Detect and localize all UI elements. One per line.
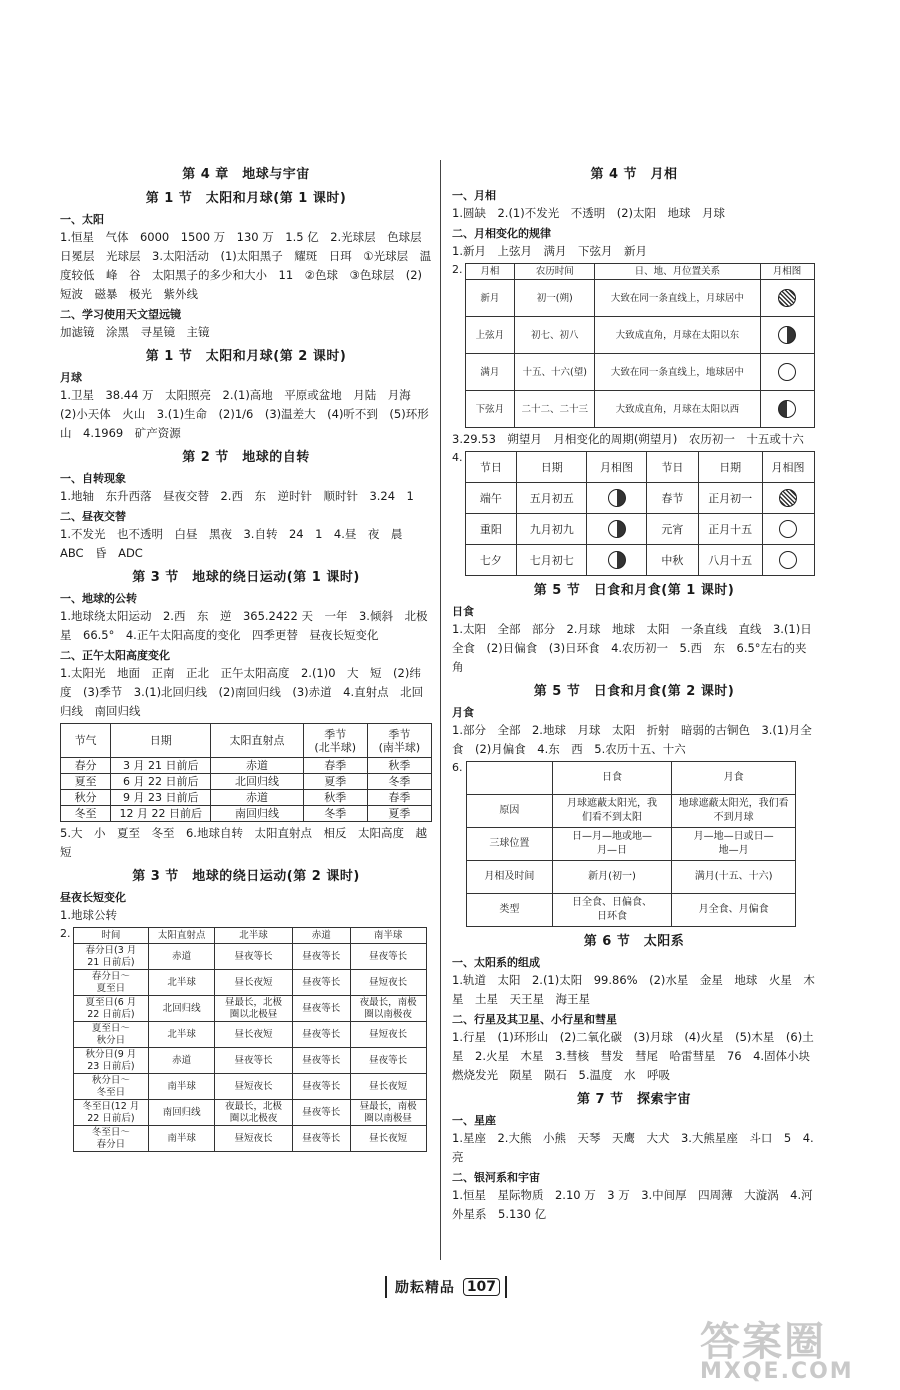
answer-moon: 1.卫星 38.44 万 太阳照亮 2.(1)高地 平原或盆地 月陆 月海 (2)小天体 火山 3.(1)生命 (2)1/6 (3)温差大 (4)听不到 (5)环形山 4.1969 矿产资源	[60, 388, 429, 440]
table-cell: 原因	[467, 795, 553, 828]
table-cell: 昼长夜短	[215, 1022, 293, 1048]
table-cell: 秋分	[61, 790, 111, 806]
answer-phase: 1.圆缺 2.(1)不发光 不透明 (2)太阳 地球 月球	[452, 206, 726, 220]
table-cell: 月—地—日或日— 地—月	[672, 828, 796, 861]
answer-sun: 1.恒星 气体 6000 1500 万 130 万 1.5 亿 2.光球层 色球层 日冕层 光球层 3.太阳活动 (1)太阳黑子 耀斑 日珥 ①光球层 温度较低 峰 谷 太阳黑子的多少和大小 11 ②色球 ③色球层 (2)短波 磁暴 极光 紫外线	[60, 230, 434, 301]
section-3-1-title: 第 3 节 地球的绕日运动(第 1 课时)	[132, 570, 360, 585]
table-cell: 昼夜等长	[292, 1022, 350, 1048]
table-row	[73, 996, 426, 1022]
table-row	[73, 970, 426, 996]
table-cell: 春季	[303, 758, 367, 774]
table-cell: 初一(朔)	[515, 280, 595, 317]
section-5-2-title: 第 5 节 日食和月食(第 2 课时)	[533, 684, 735, 699]
table-cell: 昼长夜短	[350, 1074, 426, 1100]
table-row	[465, 317, 814, 354]
answer-telescope: 加滤镜 涂黑 寻星镜 主镜	[60, 325, 210, 339]
seasons-table-body	[61, 724, 432, 822]
moon-phase-cell	[587, 483, 647, 514]
table-cell: 北半球	[149, 970, 215, 996]
subheading-telescope: 二、学习使用天文望远镜	[60, 308, 181, 321]
table-header-cell: 日期	[111, 724, 211, 758]
moon-full-icon	[778, 363, 796, 381]
day-length-table-wrap	[60, 927, 432, 1152]
eclipse-table-wrap	[452, 761, 816, 927]
table-cell: 12 月 22 日前后	[111, 806, 211, 822]
subheading-revolution: 一、地球的公转	[60, 592, 137, 605]
watermark	[700, 1310, 900, 1390]
table-header-row	[61, 724, 432, 758]
moon-new-icon	[779, 489, 797, 507]
subheading-rotation: 一、自转现象	[60, 472, 126, 485]
table-row	[465, 514, 814, 545]
answer-day-night: 1.不发光 也不透明 白昼 黑夜 3.自转 24 1 4.昼 夜 晨 ABC 昏 ADC	[60, 527, 414, 560]
table-header-cell: 节气	[61, 724, 111, 758]
table-header-cell: 月相图	[760, 264, 814, 280]
moon-phase-cell	[760, 354, 814, 391]
table-row	[465, 280, 814, 317]
table-cell: 冬季	[367, 774, 431, 790]
table-cell: 类型	[467, 894, 553, 927]
moon-first-icon	[778, 326, 796, 344]
footer-bar-right	[505, 1276, 507, 1298]
table-cell: 昼短夜长	[350, 970, 426, 996]
moon-phase-cell	[760, 391, 814, 428]
table-cell: 昼夜等长	[350, 1048, 426, 1074]
table-cell: 昼最长，南极 圈以南极昼	[350, 1100, 426, 1126]
table-cell: 夏至	[61, 774, 111, 790]
table-cell: 日—月—地或地— 月—日	[552, 828, 672, 861]
phase-table-wrap	[452, 263, 816, 428]
table-cell: 初七、初八	[515, 317, 595, 354]
table-row	[465, 354, 814, 391]
table-cell: 北回归线	[149, 996, 215, 1022]
table-cell: 昼最长，北极 圈以北极昼	[215, 996, 293, 1022]
moon-phase-cell	[587, 514, 647, 545]
table-cell: 春分	[61, 758, 111, 774]
table-header-cell: 北半球	[215, 928, 293, 944]
answer-synodic: 3.29.53 朔望月 月相变化的周期(朔望月) 农历初一 十五或十六	[452, 432, 804, 446]
table-cell: 昼夜等长	[292, 996, 350, 1022]
table-cell: 三球位置	[467, 828, 553, 861]
moon-phase-cell	[762, 483, 814, 514]
table-cell: 十五、十六(望)	[515, 354, 595, 391]
table-cell: 重阳	[465, 514, 517, 545]
question-number: 2.	[452, 263, 463, 276]
section-7-title: 第 7 节 探索宇宙	[576, 1092, 692, 1107]
table-header-cell: 南半球	[350, 928, 426, 944]
day-length-table-body	[73, 928, 426, 1152]
answer-constellation: 1.星座 2.大熊 小熊 天琴 天鹰 大犬 3.大熊星座 斗口 5 4.亮	[452, 1131, 814, 1164]
table-cell: 大致在同一条直线上，地球居中	[595, 354, 760, 391]
table-cell: 上弦月	[465, 317, 515, 354]
table-cell: 春季	[367, 790, 431, 806]
day-length-table	[73, 927, 427, 1152]
table-cell: 昼夜等长	[292, 1100, 350, 1126]
table-cell: 新月	[465, 280, 515, 317]
table-cell: 大致在同一条直线上，月球居中	[595, 280, 760, 317]
watermark-en: MXQE.COM	[700, 1359, 854, 1384]
eclipse-table	[466, 761, 796, 927]
table-cell: 赤道	[149, 1048, 215, 1074]
table-row	[73, 1048, 426, 1074]
table-row	[73, 1126, 426, 1152]
subheading-day-night: 二、昼夜交替	[60, 510, 126, 523]
table-cell: 七夕	[465, 545, 517, 576]
table-cell: 秋季	[303, 790, 367, 806]
table-cell: 赤道	[211, 790, 303, 806]
table-cell: 冬季	[303, 806, 367, 822]
table-row	[467, 828, 796, 861]
page-footer	[376, 1276, 516, 1306]
table-cell: 昼夜等长	[292, 970, 350, 996]
table-header-cell: 太阳直射点	[149, 928, 215, 944]
answer-planets: 1.行星 (1)环形山 (2)二氧化碳 (3)月球 (4)火星 (5)木星 (6)土星 2.火星 木星 3.彗核 彗发 彗尾 哈雷彗星 76 4.固体小块 燃烧发光 陨星 陨石 5.温度 水 呼吸	[452, 1030, 822, 1082]
table-cell: 春分日～ 夏至日	[73, 970, 149, 996]
moon-first-icon	[608, 489, 626, 507]
subheading-constellation: 一、星座	[452, 1114, 496, 1127]
table-cell: 夜最长，北极 圈以北极夜	[215, 1100, 293, 1126]
table-cell: 冬至日～ 春分日	[73, 1126, 149, 1152]
subheading-solar-eclipse: 日食	[452, 605, 474, 618]
table-row	[467, 861, 796, 894]
table-cell: 月球遮蔽太阳光，我 们看不到太阳	[552, 795, 672, 828]
table-cell: 夏至日(6 月 22 日前后)	[73, 996, 149, 1022]
table-cell: 新月(初一)	[552, 861, 672, 894]
subheading-noon-sun: 二、正午太阳高度变化	[60, 649, 170, 662]
table-cell: 秋分日～ 冬至日	[73, 1074, 149, 1100]
table-cell: 中秋	[646, 545, 698, 576]
right-column	[452, 160, 822, 1224]
table-cell: 正月初一	[698, 483, 762, 514]
table-cell: 端午	[465, 483, 517, 514]
section-2-title: 第 2 节 地球的自转	[182, 450, 310, 465]
table-cell: 秋分日(9 月 23 日前后)	[73, 1048, 149, 1074]
table-row	[73, 1074, 426, 1100]
table-cell: 元宵	[646, 514, 698, 545]
table-cell: 月全食、月偏食	[672, 894, 796, 927]
table-cell: 正月十五	[698, 514, 762, 545]
moon-phase-table	[465, 263, 815, 428]
table-cell: 南回归线	[211, 806, 303, 822]
table-row	[73, 1100, 426, 1126]
table-header-cell: 月食	[672, 762, 796, 795]
eclipse-table-body	[467, 762, 796, 927]
question-number: 4.	[452, 451, 463, 464]
table-cell: 冬至	[61, 806, 111, 822]
section-6-title: 第 6 节 太阳系	[583, 934, 685, 949]
table-cell: 南半球	[149, 1126, 215, 1152]
table-cell: 南半球	[149, 1074, 215, 1100]
table-row	[61, 774, 432, 790]
answer-revolution: 1.地球绕太阳运动 2.西 东 逆 365.2422 天 一年 3.倾斜 北极星 66.5° 4.正午太阳高度的变化 四季更替 昼夜长短变化	[60, 609, 428, 642]
table-cell: 八月十五	[698, 545, 762, 576]
table-cell: 昼短夜长	[350, 1022, 426, 1048]
subheading-lunar-eclipse: 月食	[452, 706, 474, 719]
moon-phase-cell	[760, 280, 814, 317]
table-cell: 南回归线	[149, 1100, 215, 1126]
moon-full-icon	[779, 520, 797, 538]
answer-solar-eclipse: 1.太阳 全部 部分 2.月球 地球 太阳 一条直线 直线 3.(1)日全食 (2)日偏食 (3)日环食 4.农历初一 5.西 东 6.5°左右的夹角	[452, 622, 812, 674]
table-cell: 昼夜等长	[292, 1048, 350, 1074]
page-number: 107	[463, 1278, 500, 1296]
brand-logo: 励耘精品	[394, 1280, 455, 1296]
festival-table-wrap	[452, 451, 816, 576]
moon-first-icon	[608, 551, 626, 569]
moon-first-icon	[608, 520, 626, 538]
moon-new-icon	[778, 289, 796, 307]
answer-galaxy: 1.恒星 星际物质 2.10 万 3 万 3.中间厚 四周薄 大漩涡 4.河外星系 5.130 亿	[452, 1188, 813, 1221]
subheading-sun: 一、太阳	[60, 213, 104, 226]
subheading-moon: 月球	[60, 371, 82, 384]
table-cell: 3 月 21 日前后	[111, 758, 211, 774]
answer-rotation: 1.地轴 东升西落 昼夜交替 2.西 东 逆时针 顺时针 3.24 1	[60, 489, 414, 503]
table-header-cell: 赤道	[292, 928, 350, 944]
table-header-cell: 季节 (北半球)	[303, 724, 367, 758]
section-1-1-title: 第 1 节 太阳和月球(第 1 课时)	[145, 191, 347, 206]
question-number: 6.	[452, 761, 463, 774]
table-row	[467, 894, 796, 927]
table-header-row	[465, 264, 814, 280]
table-header-cell: 月相图	[762, 452, 814, 483]
table-row	[465, 545, 814, 576]
subheading-planets: 二、行星及其卫星、小行星和彗星	[452, 1013, 617, 1026]
table-cell: 赤道	[211, 758, 303, 774]
moon-last-icon	[778, 400, 796, 418]
table-cell: 昼夜等长	[292, 1126, 350, 1152]
table-cell: 大致成直角，月球在太阳以西	[595, 391, 760, 428]
answer-phase-rule: 1.新月 上弦月 满月 下弦月 新月	[452, 244, 647, 258]
table-cell: 二十二、二十三	[515, 391, 595, 428]
table-header-row	[73, 928, 426, 944]
chapter-title: 第 4 章 地球与宇宙	[182, 167, 310, 182]
table-cell: 满月	[465, 354, 515, 391]
table-cell: 赤道	[149, 944, 215, 970]
table-cell: 夏季	[303, 774, 367, 790]
section-5-1-title: 第 5 节 日食和月食(第 1 课时)	[533, 583, 735, 598]
table-cell: 满月(十五、十六)	[672, 861, 796, 894]
table-cell: 九月初九	[517, 514, 587, 545]
section-1-2-title: 第 1 节 太阳和月球(第 2 课时)	[145, 349, 347, 364]
table-row	[73, 944, 426, 970]
table-cell: 下弦月	[465, 391, 515, 428]
table-cell: 夏至日～ 秋分日	[73, 1022, 149, 1048]
table-header-cell: 太阳直射点	[211, 724, 303, 758]
moon-full-icon	[779, 551, 797, 569]
moon-phase-cell	[760, 317, 814, 354]
moon-phase-table-body	[465, 264, 814, 428]
table-cell: 昼夜等长	[292, 944, 350, 970]
table-cell: 昼长夜短	[350, 1126, 426, 1152]
table-row	[73, 1022, 426, 1048]
section-3-2-title: 第 3 节 地球的绕日运动(第 2 课时)	[132, 869, 360, 884]
table-row	[465, 483, 814, 514]
answer-seasons-extra: 5.大 小 夏至 冬至 6.地球自转 太阳直射点 相反 太阳高度 越短	[60, 826, 427, 859]
table-cell: 6 月 22 日前后	[111, 774, 211, 790]
table-cell: 昼夜等长	[215, 944, 293, 970]
festival-table-body	[465, 452, 814, 576]
table-cell: 大致成直角，月球在太阳以东	[595, 317, 760, 354]
table-header-row	[465, 452, 814, 483]
table-cell: 昼短夜长	[215, 1074, 293, 1100]
table-header-cell: 日期	[698, 452, 762, 483]
table-header-cell: 日食	[552, 762, 672, 795]
footer-bar-left	[385, 1276, 387, 1298]
table-header-cell: 季节 (南半球)	[367, 724, 431, 758]
table-header-cell: 时间	[73, 928, 149, 944]
festival-table	[465, 451, 815, 576]
table-row	[61, 790, 432, 806]
answer-solar-system: 1.轨道 太阳 2.(1)太阳 99.86% (2)水星 金星 地球 火星 木星 土星 天王星 海王星	[452, 973, 815, 1006]
table-header-cell: 月相	[465, 264, 515, 280]
table-cell: 夏季	[367, 806, 431, 822]
table-row	[61, 806, 432, 822]
table-header-cell: 日期	[517, 452, 587, 483]
subheading-phase: 一、月相	[452, 189, 496, 202]
table-cell: 冬至日(12 月 22 日前后)	[73, 1100, 149, 1126]
table-cell: 北半球	[149, 1022, 215, 1048]
table-cell: 五月初五	[517, 483, 587, 514]
subheading-phase-rule: 二、月相变化的规律	[452, 227, 551, 240]
table-cell: 夜最长，南极 圈以南极夜	[350, 996, 426, 1022]
table-row	[61, 758, 432, 774]
moon-phase-cell	[587, 545, 647, 576]
table-row	[465, 391, 814, 428]
table-cell: 秋季	[367, 758, 431, 774]
left-column	[60, 160, 432, 1154]
watermark-cn: 答案圈	[700, 1319, 826, 1365]
answer-lunar-eclipse: 1.部分 全部 2.地球 月球 太阳 折射 暗弱的古铜色 3.(1)月全食 (2)月偏食 4.东 西 5.农历十五、十六	[452, 723, 812, 756]
table-header-cell: 农历时间	[515, 264, 595, 280]
answer-day-length: 1.地球公转	[60, 908, 117, 922]
table-header-cell: 月相图	[587, 452, 647, 483]
table-cell: 春分日(3 月 21 日前后)	[73, 944, 149, 970]
seasons-table	[60, 723, 432, 822]
table-header-cell	[467, 762, 553, 795]
table-cell: 春节	[646, 483, 698, 514]
table-cell: 月相及时间	[467, 861, 553, 894]
table-header-cell: 节日	[465, 452, 517, 483]
subheading-day-length: 昼夜长短变化	[60, 891, 126, 904]
table-cell: 北回归线	[211, 774, 303, 790]
question-number: 2.	[60, 927, 71, 940]
column-divider	[440, 160, 441, 1260]
moon-phase-cell	[762, 545, 814, 576]
table-cell: 地球遮蔽太阳光，我们看 不到月球	[672, 795, 796, 828]
table-header-cell: 日、地、月位置关系	[595, 264, 760, 280]
subheading-solar-system: 一、太阳系的组成	[452, 956, 540, 969]
table-cell: 昼夜等长	[350, 944, 426, 970]
table-row	[467, 795, 796, 828]
table-cell: 七月初七	[517, 545, 587, 576]
table-cell: 日全食、日偏食、 日环食	[552, 894, 672, 927]
table-cell: 9 月 23 日前后	[111, 790, 211, 806]
subheading-galaxy: 二、银河系和宇宙	[452, 1171, 540, 1184]
moon-phase-cell	[762, 514, 814, 545]
table-cell: 昼短夜长	[215, 1126, 293, 1152]
table-header-row	[467, 762, 796, 795]
table-cell: 昼夜等长	[215, 1048, 293, 1074]
table-cell: 昼夜等长	[292, 1074, 350, 1100]
answer-noon-sun: 1.太阳光 地面 正南 正北 正午太阳高度 2.(1)0 大 短 (2)纬度 (3)季节 3.(1)北回归线 (2)南回归线 (3)赤道 4.直射点 北回归线 南回归线	[60, 666, 424, 718]
table-header-cell: 节日	[646, 452, 698, 483]
table-cell: 昼长夜短	[215, 970, 293, 996]
section-4-title: 第 4 节 月相	[590, 167, 678, 182]
